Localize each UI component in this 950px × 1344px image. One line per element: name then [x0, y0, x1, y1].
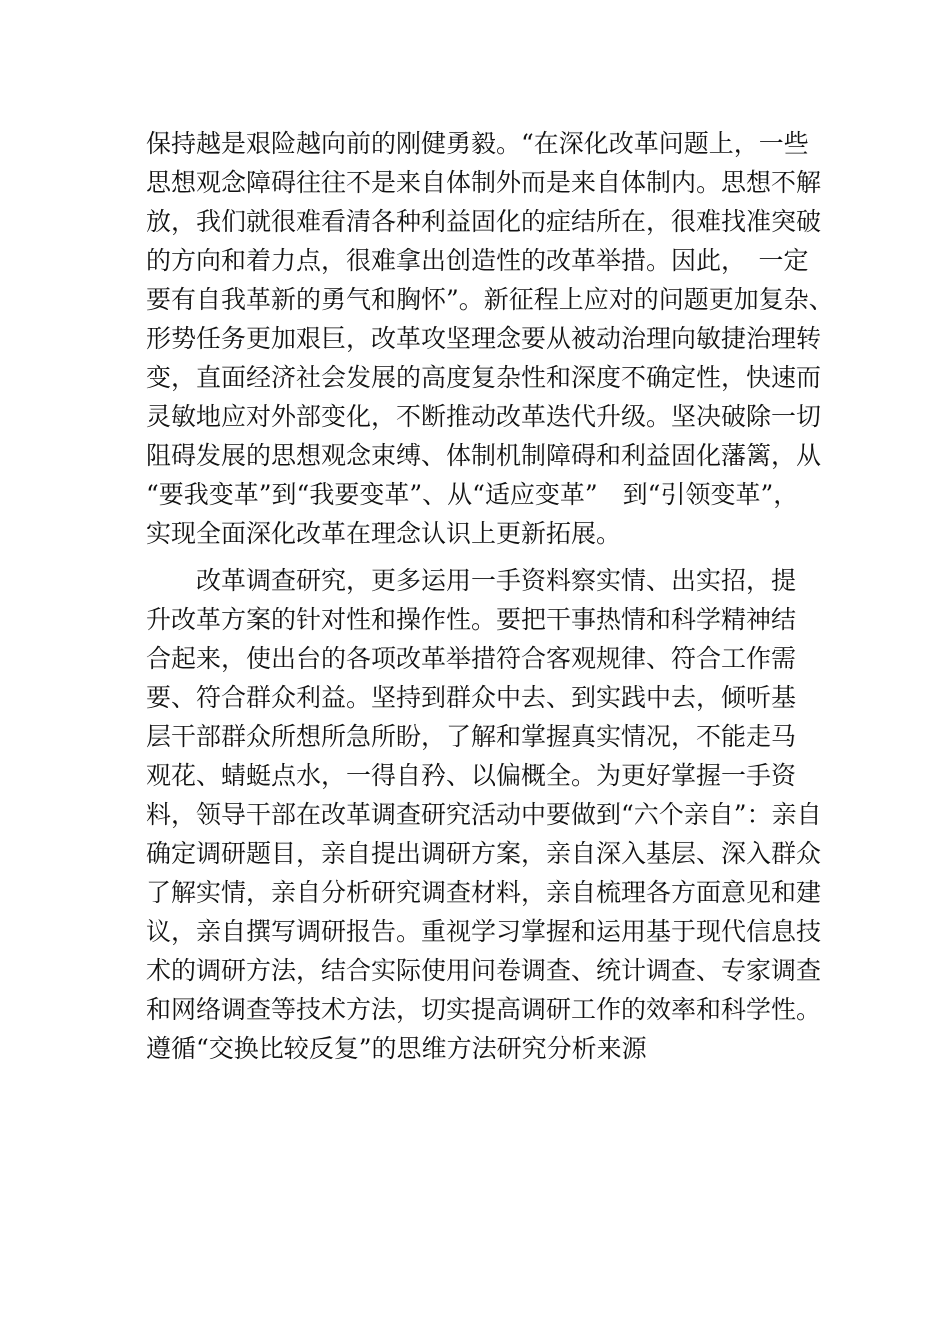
text-line: 放，我们就很难看清各种利益固化的症结所在，很难找准突破: [146, 207, 822, 236]
text-line: 术的调研方法，结合实际使用问卷调查、统计调查、专家调查: [146, 956, 822, 985]
text-line: 了解实情，亲自分析研究调查材料，亲自梳理各方面意见和建: [146, 878, 822, 907]
text-line: 形势任务更加艰巨，改革攻坚理念要从被动治理向敏捷治理转: [146, 324, 822, 353]
text-line: 升改革方案的针对性和操作性。要把干事热情和科学精神结: [146, 605, 797, 634]
body-text: [146, 124, 836, 1068]
text-line: 料，领导干部在改革调查研究活动中要做到“六个亲自”：亲自: [146, 800, 822, 829]
text-line: 议，亲自撰写调研报告。重视学习掌握和运用基于现代信息技: [146, 917, 822, 946]
text-line: 思想观念障碍往往不是来自体制外而是来自体制内。思想不解: [146, 168, 822, 197]
text-line: 要有自我革新的勇气和胸怀”。新征程上应对的问题更加复杂、: [146, 285, 834, 314]
paragraph-2: [146, 561, 836, 1068]
text-line: 观花、蜻蜓点水，一得自矜、以偏概全。为更好掌握一手资: [146, 761, 797, 790]
text-line: 阻碍发展的思想观念束缚、体制机制障碍和利益固化藩篱，从: [146, 441, 822, 470]
text-line: 实现全面深化改革在理念认识上更新拓展。: [146, 519, 622, 548]
text-line: 和网络调查等技术方法，切实提高调研工作的效率和科学性。: [146, 995, 822, 1024]
text-line: 灵敏地应对外部变化，不断推动改革迭代升级。坚决破除一切: [146, 402, 822, 431]
text-line: 遵循“交换比较反复”的思维方法研究分析来源: [146, 1034, 647, 1063]
paragraph-spacer: [146, 553, 836, 561]
paragraph-1: [146, 124, 836, 553]
text-line: 层干部群众所想所急所盼，了解和掌握真实情况，不能走马: [146, 722, 797, 751]
text-line: 确定调研题目，亲自提出调研方案，亲自深入基层、深入群众: [146, 839, 822, 868]
text-line: “要我变革”到“我要变革”、从“适应变革” 到“引领变革”，: [146, 480, 799, 509]
text-line: 合起来，使出台的各项改革举措符合客观规律、符合工作需: [146, 644, 797, 673]
text-line: 变，直面经济社会发展的高度复杂性和深度不确定性，快速而: [146, 363, 822, 392]
text-line: 的方向和着力点，很难拿出创造性的改革举措。因此， 一定: [146, 246, 809, 275]
text-line: 要、符合群众利益。坚持到群众中去、到实践中去，倾听基: [146, 683, 797, 712]
text-line: 保持越是艰险越向前的刚健勇毅。“在深化改革问题上，一些: [146, 129, 809, 158]
text-line: 改革调查研究，更多运用一手资料察实情、出实招，提: [146, 566, 797, 595]
